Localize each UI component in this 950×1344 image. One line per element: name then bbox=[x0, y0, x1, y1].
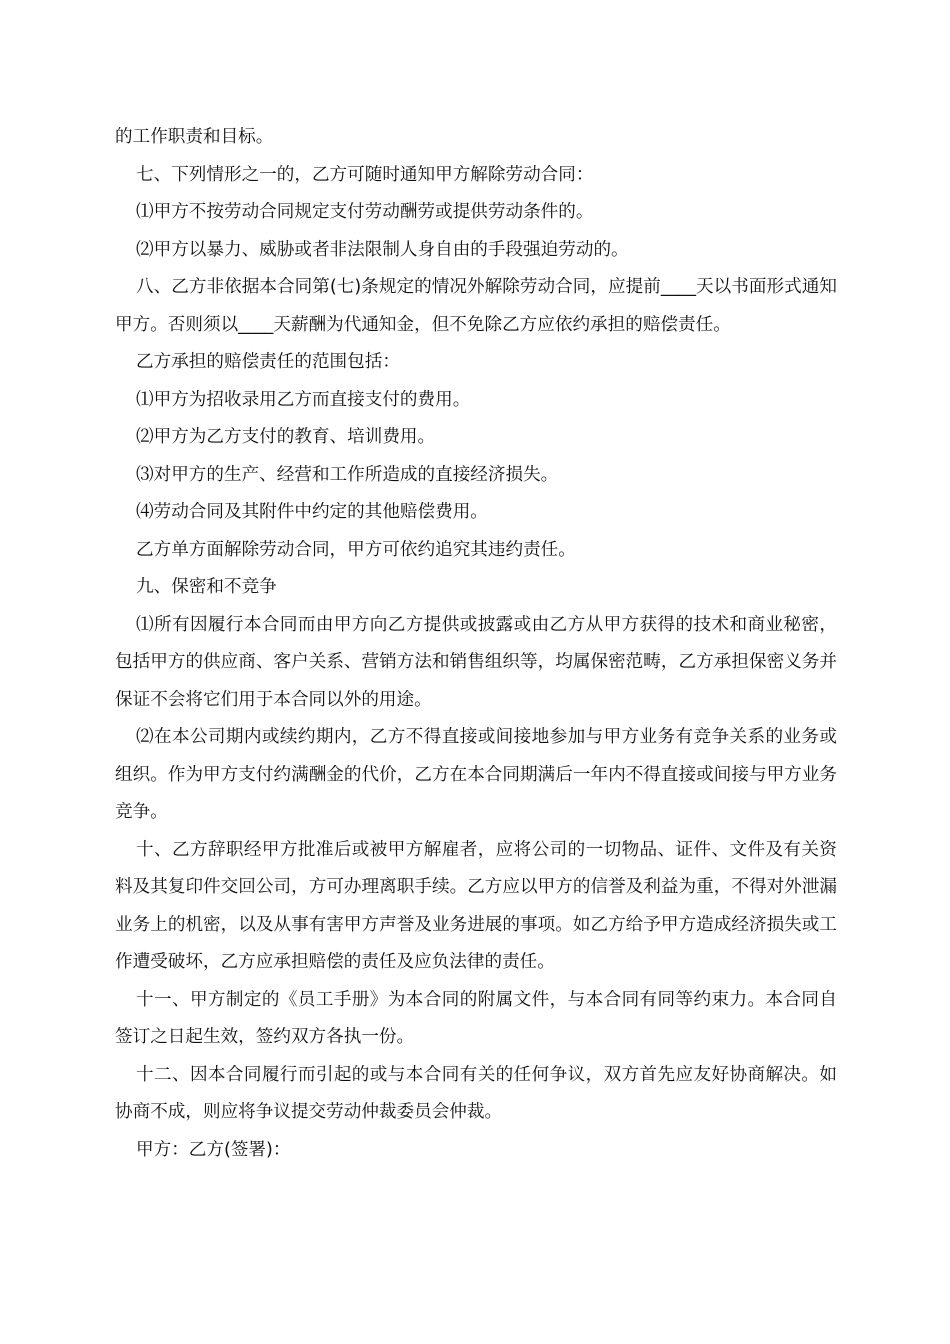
paragraph-continuation: 的工作职责和目标。 bbox=[115, 127, 274, 147]
compensation-item-1: ⑴甲方为招收录用乙方而直接支付的费用。 bbox=[136, 389, 471, 410]
compensation-item-2: ⑵甲方为乙方支付的教育、培训费用。 bbox=[136, 427, 436, 447]
compensation-item-3: ⑶对甲方的生产、经营和工作所造成的直接经济损失。 bbox=[136, 464, 559, 485]
clause-9-item-1: ⑴所有因履行本合同而由甲方向乙方提供或披露或由乙方从甲方获得的技术和商业秘密，包括甲方的供应商、客户关系、营销方法和销售组织等，均属保密范畴，乙方承担保密义务并保证不会将它们用于本合同以外的用途。 bbox=[115, 614, 837, 710]
compensation-item-4: ⑷劳动合同及其附件中约定的其他赔偿费用。 bbox=[136, 502, 488, 522]
document-page bbox=[115, 119, 837, 1169]
clause-7-item-1: ⑴甲方不按劳动合同规定支付劳动酬劳或提供劳动条件的。 bbox=[136, 202, 594, 222]
clause-9-heading: 九、保密和不竞争 bbox=[136, 577, 277, 597]
compensation-scope-heading: 乙方承担的赔偿责任的范围包括： bbox=[136, 352, 400, 372]
clause-12: 十二、因本合同履行而引起的或与本合同有关的任何争议，双方首先应友好协商解决。如协商不成，则应将争议提交劳动仲裁委员会仲裁。 bbox=[115, 1064, 837, 1122]
clause-9-item-2: ⑵在本公司期内或续约期内，乙方不得直接或间接地参加与甲方业务有竞争关系的业务或组织。作为甲方支付约满酬金的代价，乙方在本合同期满后一年内不得直接或间接与甲方业务竞争。 bbox=[115, 727, 837, 822]
signature-line: 甲方：乙方(签署)： bbox=[136, 1139, 291, 1160]
clause-11: 十一、甲方制定的《员工手册》为本合同的附属文件，与本合同有同等约束力。本合同自签订之日起生效，签约双方各执一份。 bbox=[115, 989, 837, 1047]
unilateral-termination: 乙方单方面解除劳动合同，甲方可依约追究其违约责任。 bbox=[136, 539, 576, 560]
clause-7-heading: 七、下列情形之一的，乙方可随时通知甲方解除劳动合同： bbox=[136, 164, 594, 185]
clause-7-item-2: ⑵甲方以暴力、威胁或者非法限制人身自由的手段强迫劳动的。 bbox=[136, 239, 629, 260]
clause-10: 十、乙方辞职经甲方批准后或被甲方解雇者，应将公司的一切物品、证件、文件及有关资料及其复印件交回公司，方可办理离职手续。乙方应以甲方的信誉及利益为重，不得对外泄漏业务上的机密，以及从事有害甲方声誉及业务进展的事项。如乙方给予甲方造成经济损失或工作遭受破坏，乙方应承担赔偿的责任及应负法律的责任。 bbox=[115, 839, 837, 972]
clause-8: 八、乙方非依据本合同第(七)条规定的情况外解除劳动合同，应提前____天以书面形式通知甲方。否则须以____天薪酬为代通知金，但不免除乙方应依约承担的赔偿责任。 bbox=[115, 277, 837, 335]
